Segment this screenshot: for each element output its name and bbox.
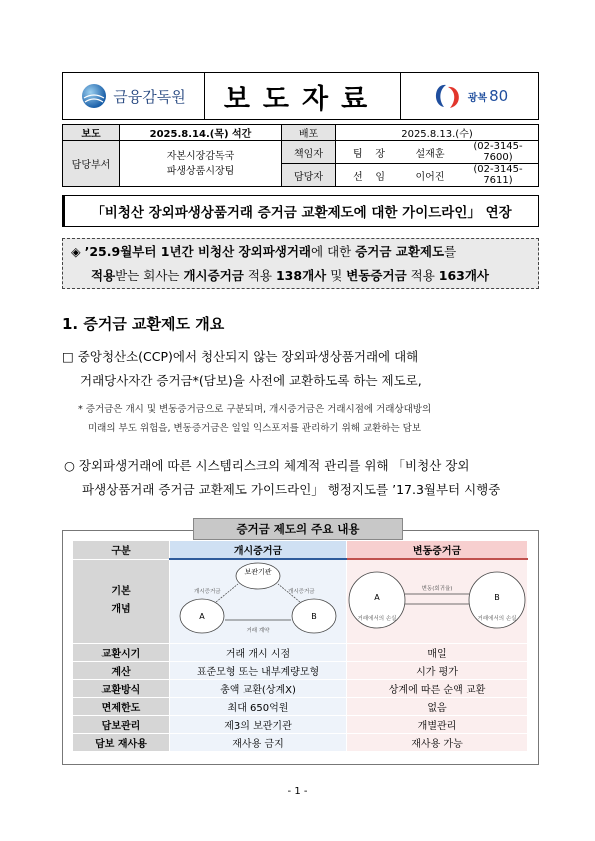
paragraph-text: 장외파생거래에 따른 시스템리스크의 체계적 관리를 위해 「비청산 장외 <box>78 458 470 473</box>
table-row <box>73 698 528 716</box>
summary-text: 에 대한 <box>311 244 356 259</box>
anniversary-number: 80 <box>489 87 509 105</box>
paragraph-line: 거래당사자간 증거금*(담보)을 사전에 교환하도록 하는 제도로, <box>80 373 422 388</box>
variation-flow-label: 변동(회귀율) <box>421 586 453 592</box>
doc-title-cell <box>204 73 401 119</box>
anniversary-text: 광복 <box>467 92 488 104</box>
comparison-box-title: 증거금 제도의 주요 내용 <box>193 518 403 540</box>
row-key: 담보 재사용 <box>73 734 170 752</box>
agency-name: 금융감독원 <box>113 87 186 106</box>
variation-margin-diagram-svg <box>347 560 527 643</box>
paragraph-text: 중앙청산소(CCP)에서 청산되지 않는 장외파생상품거래에 대해 <box>77 349 419 364</box>
row-variation: 상계에 따른 순액 교환 <box>347 680 528 698</box>
row-variation: 재사용 가능 <box>347 734 528 752</box>
variation-margin-diagram <box>347 559 528 644</box>
contact-phone: (02-3145-7611) <box>458 164 539 187</box>
contact-role: 담당자 <box>282 164 336 187</box>
dept-value <box>120 141 282 187</box>
fss-logo-icon <box>81 83 107 109</box>
party-a-label: A <box>374 593 380 602</box>
summary-text: 받는 회사는 <box>115 268 184 283</box>
contact-rank: 팀 장 <box>336 141 403 164</box>
comparison-table <box>72 540 528 752</box>
agency-logo-cell <box>63 73 205 119</box>
distribution-value: 2025.8.13.(수) <box>336 125 539 141</box>
summary-text: 증거금 교환제도 <box>355 244 445 259</box>
contact-role: 책임자 <box>282 141 336 164</box>
summary-box <box>62 238 539 289</box>
table-row <box>73 716 528 734</box>
paragraph-2 <box>64 454 544 502</box>
party-b-label: B <box>311 612 317 621</box>
summary-text: 적용 <box>91 268 116 283</box>
square-bullet-icon: □ <box>62 349 74 364</box>
summary-text: 163개사 <box>438 268 490 283</box>
concept-label-line: 개념 <box>111 604 131 616</box>
custodian-label: 보관기관 <box>244 568 272 576</box>
row-initial: 총액 교환(상계X) <box>170 680 347 698</box>
summary-text: 적용 <box>406 268 439 283</box>
contract-label: 거래 계약 <box>246 628 270 634</box>
row-variation: 없음 <box>347 698 528 716</box>
summary-text: 개시증거금 <box>183 268 244 283</box>
flow-b-label: 개시증거금 <box>288 589 315 595</box>
table-row <box>73 644 528 662</box>
row-variation: 개별관리 <box>347 716 528 734</box>
dept-label: 담당부서 <box>63 141 120 187</box>
distribution-label: 배포 <box>282 125 336 141</box>
summary-text: 및 <box>326 268 347 283</box>
dept-line: 자본시장감독국 <box>166 150 235 162</box>
paragraph-line <box>64 454 544 478</box>
concept-label-line: 기본 <box>111 586 131 598</box>
row-key: 담보관리 <box>73 716 170 734</box>
row-variation: 시가 평가 <box>347 662 528 680</box>
contact-phone: (02-3145-7600) <box>458 141 539 164</box>
summary-text: 비청산 장외파생거래 <box>197 244 312 259</box>
contact-name: 이어진 <box>402 164 458 187</box>
row-key: 교환시기 <box>73 644 170 662</box>
summary-text: 138개사 <box>275 268 327 283</box>
initial-margin-diagram-svg <box>170 560 346 643</box>
title-text: 「비청산 장외파생상품거래 증거금 교환제도에 대한 가이드라인」 연장 <box>91 205 512 221</box>
contact-rank: 선 임 <box>336 164 403 187</box>
press-value: 2025.8.14.(목) 석간 <box>120 125 282 141</box>
summary-text: 를 <box>444 244 457 259</box>
contact-name: 설재훈 <box>402 141 458 164</box>
row-initial: 표준모형 또는 내부계량모형 <box>170 662 347 680</box>
press-release-title <box>62 195 539 227</box>
initial-margin-diagram <box>170 559 347 644</box>
col-header-variation: 변동증거금 <box>347 541 528 560</box>
col-header-initial: 개시증거금 <box>170 541 347 560</box>
doc-title: 보도자료 <box>223 83 381 115</box>
footnote <box>78 400 540 438</box>
party-b-label: B <box>494 593 500 602</box>
paragraph-line: 파생상품거래 증거금 교환제도 가이드라인」 행정지도를 ’17.3월부터 시행중 <box>82 482 501 497</box>
row-key: 교환방식 <box>73 680 170 698</box>
section-heading: 1. 증거금 교환제도 개요 <box>62 315 225 333</box>
col-header-key: 구분 <box>73 541 170 560</box>
party-a-label: A <box>199 612 205 621</box>
table-row <box>73 680 528 698</box>
table-row <box>73 662 528 680</box>
row-key: 계산 <box>73 662 170 680</box>
anniversary-emblem-icon <box>430 81 466 111</box>
press-label: 보도 <box>63 125 120 141</box>
table-row <box>73 734 528 752</box>
row-initial: 제3의 보관기관 <box>170 716 347 734</box>
summary-line-1 <box>71 240 530 264</box>
row-initial: 거래 개시 시점 <box>170 644 347 662</box>
flow-a-label: 개시증거금 <box>194 589 221 595</box>
summary-text: ’25.9월부터 1년간 <box>84 244 198 259</box>
row-key: 면제한도 <box>73 698 170 716</box>
page-number: - 1 - <box>287 786 308 797</box>
anniversary-logo <box>400 73 538 119</box>
row-initial: 재사용 금지 <box>170 734 347 752</box>
paragraph-1 <box>62 345 542 393</box>
press-header <box>62 72 539 120</box>
footnote-line: * 증거금은 개시 및 변동증거금으로 구분되며, 개시증거금은 거래시점에 거래상대방의 <box>78 404 432 415</box>
row-variation: 매일 <box>347 644 528 662</box>
dept-line: 파생상품시장팀 <box>166 165 235 177</box>
party-a-note: 거래에서의 손실 <box>357 616 397 622</box>
press-info-table <box>62 124 539 187</box>
concept-label <box>73 559 170 644</box>
party-b-note: 거래에서의 손실 <box>477 616 517 622</box>
summary-text: 적용 <box>243 268 276 283</box>
circle-bullet-icon: ○ <box>64 458 75 473</box>
paragraph-line <box>62 345 542 369</box>
row-initial: 최대 650억원 <box>170 698 347 716</box>
footnote-line: 미래의 부도 위험을, 변동증거금은 일일 익스포저를 관리하기 위해 교환하는 담보 <box>88 423 422 434</box>
summary-text: 변동증거금 <box>346 268 407 283</box>
summary-bullet-icon: ◈ <box>71 244 81 259</box>
summary-line-2 <box>71 264 530 288</box>
